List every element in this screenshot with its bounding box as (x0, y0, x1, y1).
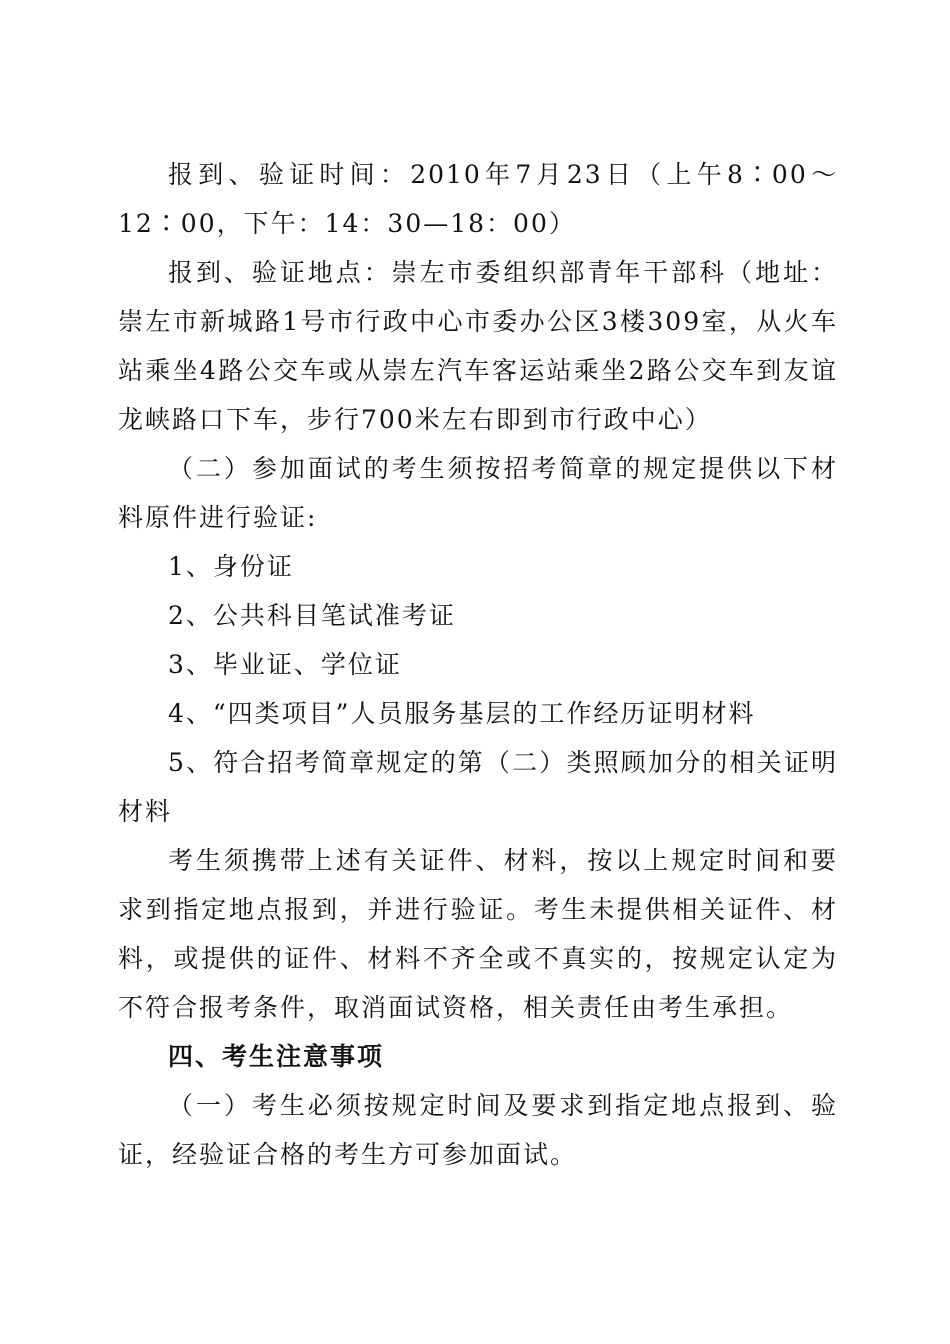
list-item-work-experience: 4、“四类项目”人员服务基层的工作经历证明材料 (168, 699, 756, 728)
paragraph-check-in-time: 报到、验证时间：2010年7月23日（上午8∶00～12∶00，下午：14：30—18：00） (118, 160, 838, 238)
list-item-diploma: 3、毕业证、学位证 (168, 650, 402, 679)
document-body (118, 150, 838, 1179)
section-heading: 四、考生注意事项 (168, 1042, 385, 1071)
list-item-admission-ticket: 2、公共科目笔试准考证 (168, 601, 456, 630)
paragraph-candidate-notice: （一）考生必须按规定时间及要求到指定地点报到、验证，经验证合格的考生方可参加面试。 (118, 1091, 838, 1169)
list-item-bonus-points-proof: 5、符合招考简章规定的第（二）类照顾加分的相关证明材料 (118, 748, 838, 826)
paragraph-verification-notice: 考生须携带上述有关证件、材料，按以上规定时间和要求到指定地点报到，并进行验证。考生未提供相关证件、材料，或提供的证件、材料不齐全或不真实的，按规定认定为不符合报考条件，取消面试资格，相关责任由考生承担。 (118, 846, 838, 1022)
paragraph-check-in-location: 报到、验证地点：崇左市委组织部青年干部科（地址：崇左市新城路1号市行政中心市委办公区3楼309室，从火车站乘坐4路公交车或从崇左汽车客运站乘坐2路公交车到友谊龙峡路口下车，步行700米左右即到市行政中心） (118, 258, 838, 434)
list-item-id-card: 1、身份证 (168, 552, 294, 581)
paragraph-required-materials: （二）参加面试的考生须按招考简章的规定提供以下材料原件进行验证: (118, 454, 838, 532)
